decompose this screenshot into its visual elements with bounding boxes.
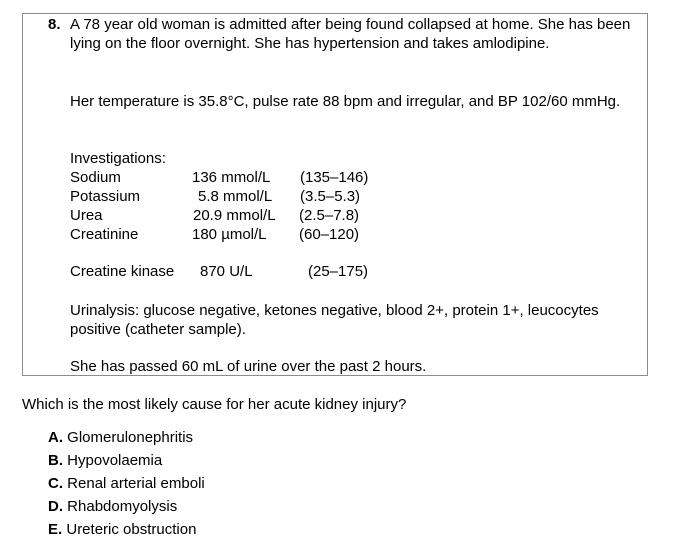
option-text: Glomerulonephritis xyxy=(67,429,194,446)
lab-name: Urea xyxy=(70,207,103,224)
lab-value: 20.9 mmol/L xyxy=(193,207,276,224)
lab-name: Creatine kinase xyxy=(70,263,175,280)
option-letter: A. xyxy=(48,429,63,446)
option-text: Rhabdomyolysis xyxy=(67,498,178,515)
lab-name: Sodium xyxy=(70,169,121,186)
question-prompt: Which is the most likely cause for her acute kidney injury? xyxy=(22,396,407,413)
lab-range: (25–175) xyxy=(308,263,369,280)
lab-row xyxy=(70,206,470,225)
lab-row xyxy=(70,168,470,187)
lab-row xyxy=(70,225,470,244)
lab-range: (60–120) xyxy=(299,226,360,243)
option-b[interactable] xyxy=(48,451,205,474)
option-letter: D. xyxy=(48,498,63,515)
lab-value: 136 mmol/L xyxy=(192,169,271,186)
observations-text: Her temperature is 35.8°C, pulse rate 88 bpm and irregular, and BP 102/60 mmHg. xyxy=(70,93,621,110)
option-c[interactable] xyxy=(48,474,205,497)
lab-range: (2.5–7.8) xyxy=(299,207,360,224)
investigations-title: Investigations: xyxy=(70,150,166,167)
lab-range: (135–146) xyxy=(300,169,369,186)
lab-range: (3.5–5.3) xyxy=(300,188,361,205)
lab-value: 5.8 mmol/L xyxy=(198,188,273,205)
option-d[interactable] xyxy=(48,497,205,520)
urinalysis-text: Urinalysis: glucose negative, ketones negative, blood 2+, protein 1+, leucocytes positive (catheter sample). xyxy=(70,302,599,338)
lab-name: Potassium xyxy=(70,188,141,205)
lab-name: Creatinine xyxy=(70,226,139,243)
answer-options xyxy=(48,428,205,543)
option-text: Hypovolaemia xyxy=(67,452,163,469)
question-number: 8. xyxy=(48,16,61,33)
lab-value: 180 µmol/L xyxy=(192,226,267,243)
lab-value: 870 U/L xyxy=(200,263,253,280)
option-text: Renal arterial emboli xyxy=(67,475,205,492)
urine-output-text: She has passed 60 mL of urine over the past 2 hours. xyxy=(70,358,427,375)
lab-row xyxy=(70,187,470,206)
option-e[interactable] xyxy=(48,520,205,543)
option-letter: C. xyxy=(48,475,63,492)
question-stem: A 78 year old woman is admitted after being found collapsed at home. She has been lying on the floor overnight. She has hypertension and takes amlodipine. xyxy=(70,16,631,52)
creatine-kinase-row xyxy=(70,262,470,281)
option-a[interactable] xyxy=(48,428,205,451)
option-letter: E. xyxy=(48,521,63,538)
option-text: Ureteric obstruction xyxy=(66,521,197,538)
option-letter: B. xyxy=(48,452,63,469)
